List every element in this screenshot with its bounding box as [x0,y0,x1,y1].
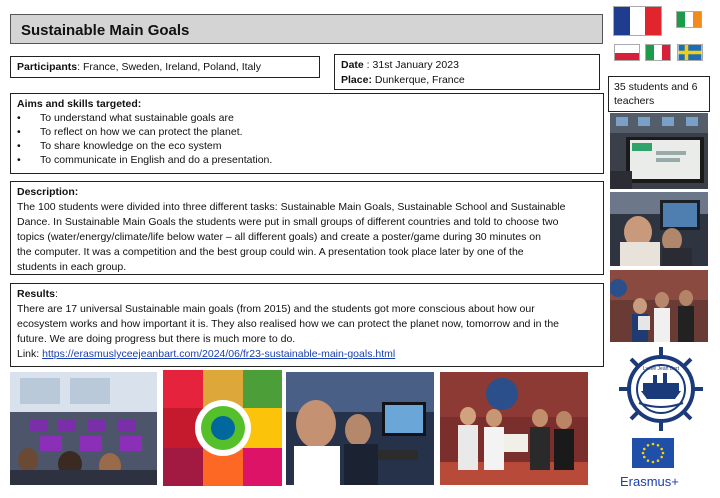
bullet: • [17,126,21,138]
photo-presentation [610,270,708,342]
place-label: Place: [341,74,372,86]
flag-france-icon [613,6,662,36]
flag-sweden-icon [677,44,703,61]
photo-computer-room [10,372,157,485]
results-line: future. We are doing progress but there is much more to do. [17,333,296,345]
description-line: The 100 students were divided into three different tasks: Sustainable Main Goals, Sustainable School and Sustainable [17,201,566,213]
results-heading-colon: : [54,288,58,300]
bullet: • [17,140,21,152]
results-box [10,283,604,367]
aims-item-text: To reflect on how we can protect the planet. [40,126,243,138]
students-count: 35 students and 6 teachers [614,81,698,107]
description-line: Dance. In Sustainable Main Goals the students were put in small groups of different countries and told to choose two [17,216,559,228]
flag-poland-icon [614,44,640,61]
description-line: topics (water/energy/climate/life below water – all different goals) and create a poster/game during 30 minutes on [17,231,541,243]
aims-item-text: To share knowledge on the eco system [40,140,222,152]
aims-box [10,93,604,174]
aims-item-text: To understand what sustainable goals are [40,112,234,124]
results-line: There are 17 universal Sustainable main goals (from 2015) and the students got more conscious about how our [17,303,535,315]
eu-flag-icon [632,438,674,468]
photo-group-presentation [440,372,588,485]
results-line: ecosystem works and how important it is. They also realised how we can protect the planet now, tomorrow and in the [17,318,559,330]
participants-value: : France, Sweden, Ireland, Poland, Italy [77,61,261,73]
photo-student-selfie [286,372,434,485]
erasmus-plus-logo-text: Erasmus+ [620,474,679,489]
date-label: Date [341,59,364,71]
aims-item [17,153,597,167]
bullet: • [17,112,21,124]
place-value: Dunkerque, France [371,74,465,86]
date-place-box [334,54,600,90]
link-label: Link: [17,348,43,360]
participants-box [10,56,320,78]
title-bar [10,14,603,44]
bullet: • [17,154,21,166]
school-logo-text: Lycée Jean Bart [643,366,679,372]
aims-item [17,139,597,153]
photo-computer-screen [610,113,708,189]
description-line: students in each group. [17,261,127,273]
description-box [10,181,604,275]
results-heading: Results [17,288,55,300]
flag-ireland-icon [676,11,702,28]
aims-item [17,125,597,139]
flag-italy-icon [645,44,671,61]
school-logo-ship-wheel-icon [613,343,709,435]
aims-item [17,111,597,125]
page-title: Sustainable Main Goals [21,22,190,39]
description-heading: Description: [17,186,79,198]
sdg-poster-image [163,370,282,486]
photo-students-working [610,192,708,266]
date-value: : 31st January 2023 [363,59,459,71]
participants-label: Participants [17,61,78,73]
aims-heading: Aims and skills targeted: [17,98,142,110]
aims-item-text: To communicate in English and do a presentation. [40,154,273,166]
results-link[interactable]: https://erasmuslyceejeanbart.com/2024/06/fr23-sustainable-main-goals.html [42,348,396,360]
description-line: the computer. It was a competition and the best group could win. A presentation took place later by one of the [17,246,524,258]
students-count-box [608,76,710,112]
